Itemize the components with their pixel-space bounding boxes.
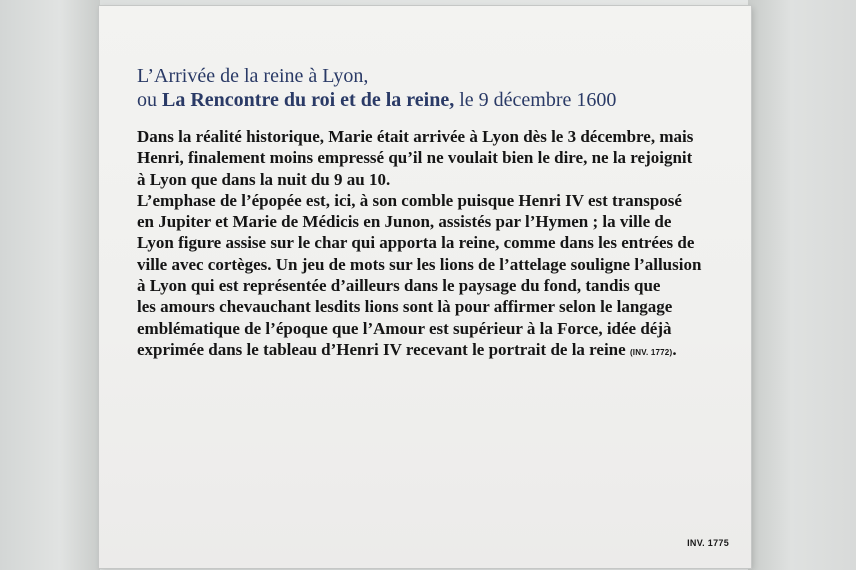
- body-last-text: exprimée dans le tableau d’Henri IV recevant le portrait de la reine: [137, 339, 630, 359]
- body-line: à Lyon qui est représentée d’ailleurs dans le paysage du fond, tandis que: [137, 276, 661, 296]
- title-prefix: ou: [137, 89, 162, 111]
- body-line-last: [137, 339, 747, 363]
- body-line: Dans la réalité historique, Marie était arrivée à Lyon dès le 3 décembre, mais: [137, 127, 694, 146]
- body-line: les amours chevauchant lesdits lions sont là pour affirmer selon le langage: [137, 297, 673, 317]
- body-line: Henri, finalement moins empressé qu’il ne voulait bien le dire, ne la rejoignit: [137, 148, 693, 168]
- body-line: en Jupiter et Marie de Médicis en Junon, assistés par l’Hymen ; la ville de: [137, 212, 672, 232]
- title-alt-name: La Rencontre du roi et de la reine,: [162, 89, 455, 111]
- title-line-1: L’Arrivée de la reine à Lyon,: [137, 65, 369, 87]
- description-text: [137, 126, 747, 363]
- artwork-title: [137, 64, 737, 112]
- title-line-2: [137, 88, 737, 112]
- wall-left-panel: [0, 0, 100, 570]
- title-date: le 9 décembre 1600: [454, 89, 617, 111]
- museum-label-plaque: [99, 6, 751, 568]
- body-line: à Lyon que dans la nuit du 9 au 10.: [137, 169, 391, 189]
- body-line: Lyon figure assise sur le char qui apporta la reine, comme dans les entrées de: [137, 233, 695, 253]
- inventory-reference: (INV. 1772): [629, 347, 673, 357]
- body-line: ville avec cortèges. Un jeu de mots sur les lions de l’attelage souligne l’allusion: [137, 254, 702, 274]
- inventory-number: INV. 1775: [687, 538, 729, 548]
- wall-right-panel: [748, 0, 856, 570]
- body-last-period: .: [672, 339, 677, 359]
- body-line: emblématique de l’époque que l’Amour est supérieur à la Force, idée déjà: [137, 318, 672, 338]
- body-line: L’emphase de l’épopée est, ici, à son comble puisque Henri IV est transposé: [137, 190, 682, 210]
